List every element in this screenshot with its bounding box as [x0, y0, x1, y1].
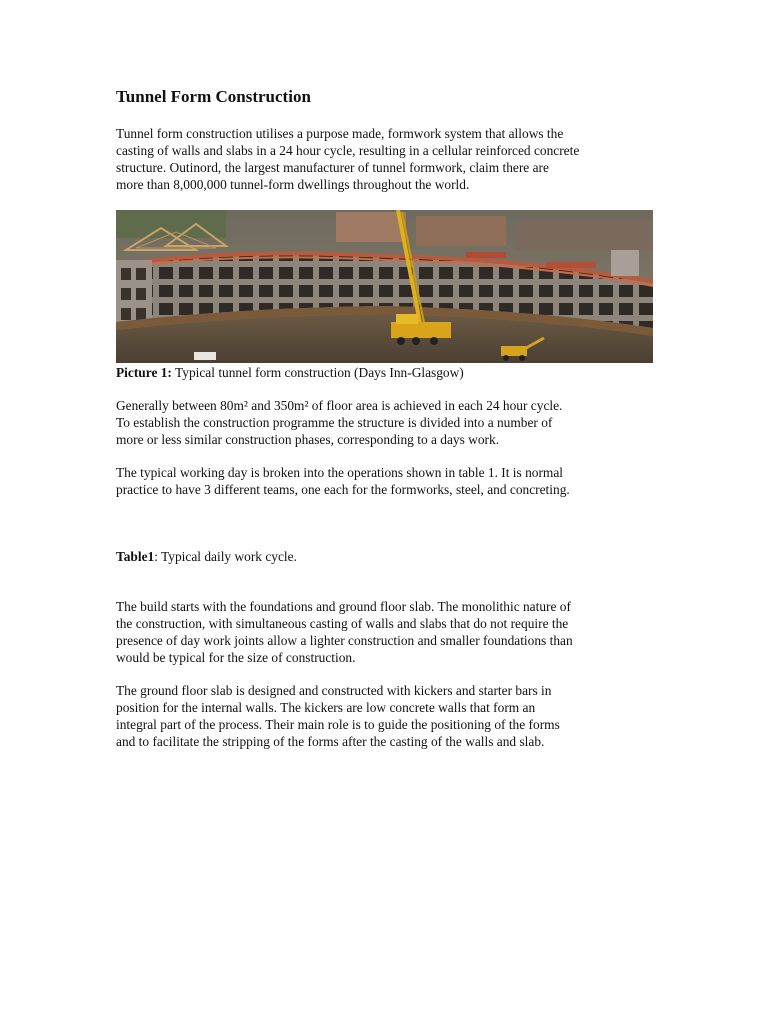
- table-caption-label: Table1: [116, 549, 155, 564]
- intro-paragraph: [116, 125, 656, 193]
- text-line: To establish the construction programme the structure is divided into a number of: [116, 415, 553, 430]
- text-line: presence of day work joints allow a lighter construction and smaller foundations than: [116, 633, 573, 648]
- text-line: position for the internal walls. The kickers are low concrete walls that form an: [116, 700, 536, 715]
- text-line: structure. Outinord, the largest manufacturer of tunnel formwork, claim there are: [116, 160, 549, 175]
- text-line: The ground floor slab is designed and constructed with kickers and starter bars in: [116, 683, 552, 698]
- picture-caption-text: Typical tunnel form construction (Days Inn-Glasgow): [171, 365, 464, 380]
- build-paragraph: [116, 598, 656, 666]
- document-title: Tunnel Form Construction: [116, 87, 311, 106]
- picture-caption-label: Picture 1:: [116, 365, 172, 380]
- text-line: the construction, with simultaneous casting of walls and slabs that do not require the: [116, 616, 569, 631]
- floor-area-paragraph: [116, 397, 656, 448]
- text-line: and to facilitate the stripping of the forms after the casting of the walls and slab.: [116, 734, 545, 749]
- text-line: Tunnel form construction utilises a purpose made, formwork system that allows the: [116, 126, 564, 141]
- text-line: integral part of the process. Their main role is to guide the positioning of the forms: [116, 717, 560, 732]
- picture-caption: [116, 364, 464, 381]
- construction-site-photo: [116, 210, 653, 363]
- text-line: practice to have 3 different teams, one each for the formworks, steel, and concreting.: [116, 482, 570, 497]
- working-day-paragraph: [116, 464, 656, 498]
- table-caption-text: : Typical daily work cycle.: [154, 549, 297, 564]
- kickers-paragraph: [116, 682, 656, 750]
- text-line: more or less similar construction phases, corresponding to a days work.: [116, 432, 500, 447]
- text-line: casting of walls and slabs in a 24 hour cycle, resulting in a cellular reinforced concrete: [116, 143, 580, 158]
- table-caption: [116, 548, 297, 565]
- text-line: more than 8,000,000 tunnel-form dwellings throughout the world.: [116, 177, 470, 192]
- text-line: would be typical for the size of construction.: [116, 650, 356, 665]
- text-line: The typical working day is broken into the operations shown in table 1. It is normal: [116, 465, 564, 480]
- text-line: The build starts with the foundations and ground floor slab. The monolithic nature of: [116, 599, 571, 614]
- text-line: Generally between 80m² and 350m² of floor area is achieved in each 24 hour cycle.: [116, 398, 563, 413]
